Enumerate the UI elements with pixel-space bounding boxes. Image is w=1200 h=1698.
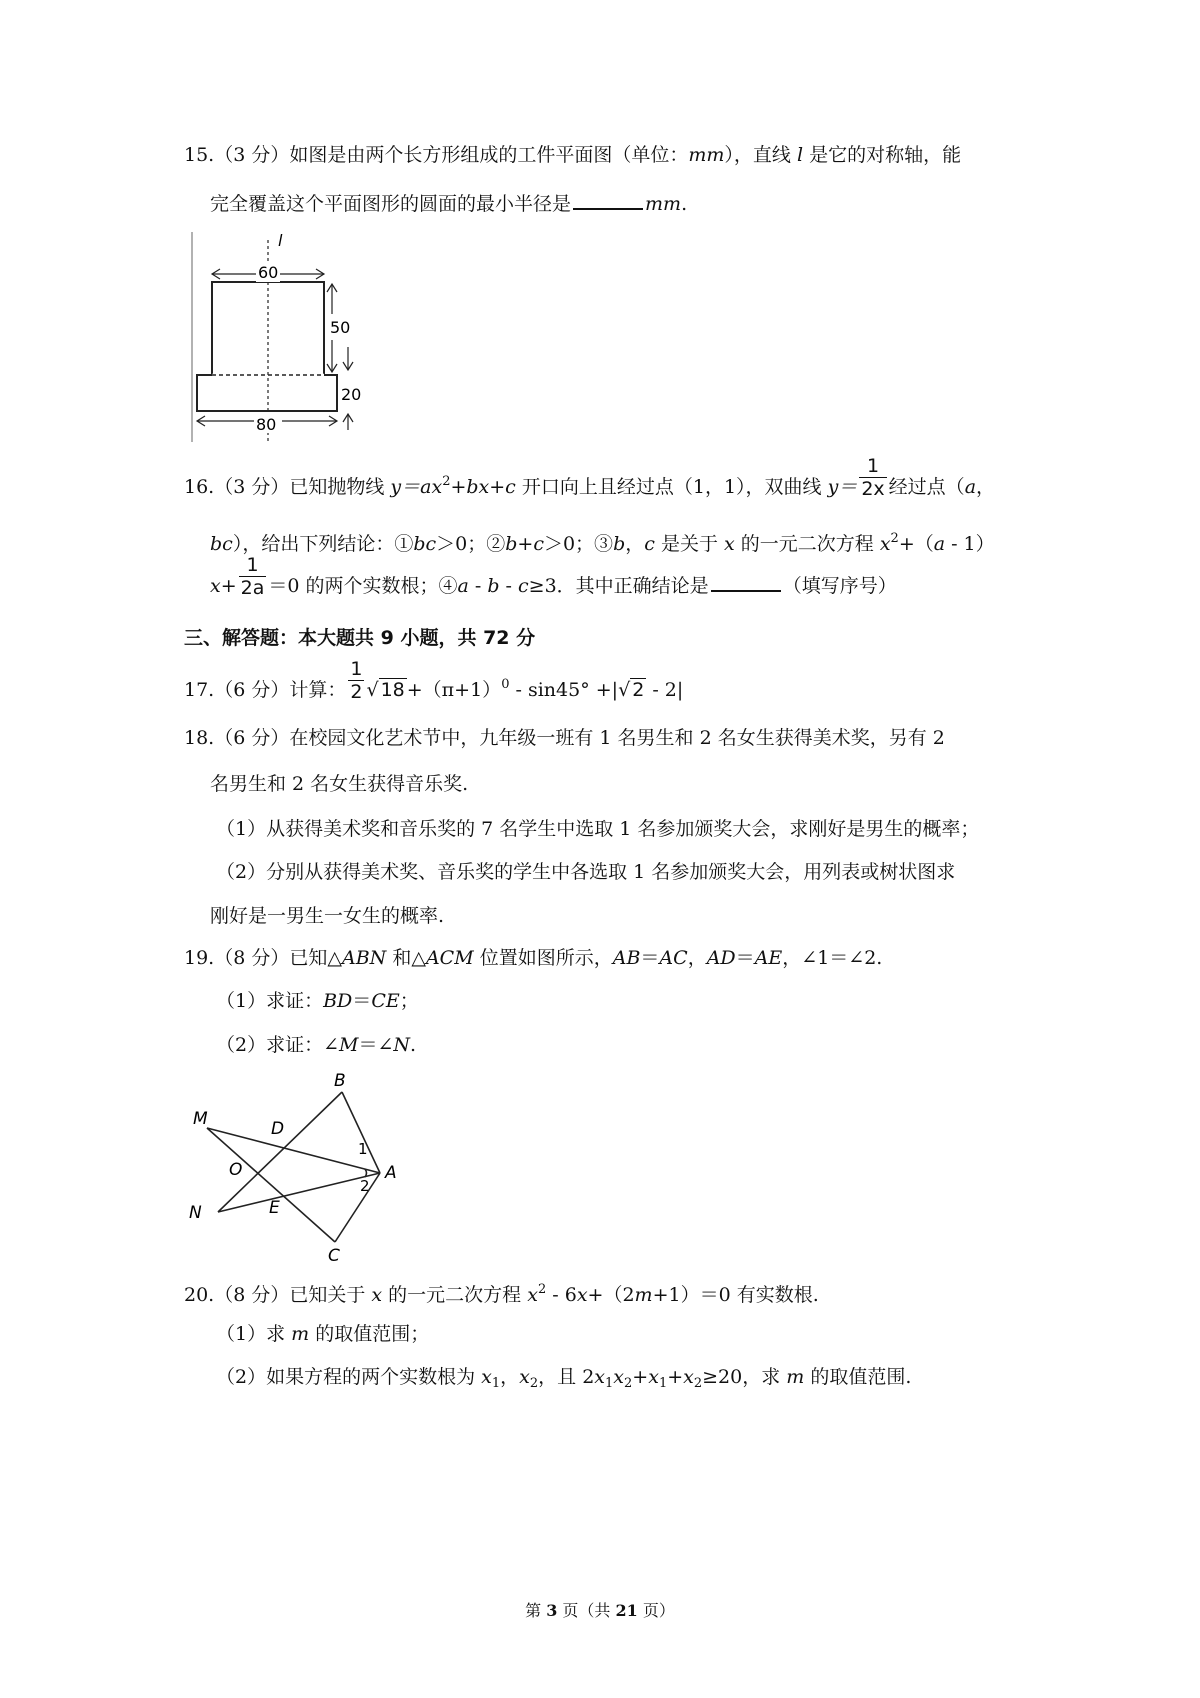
q15-line2-end: . [681, 193, 688, 215]
q20-x: x [371, 1284, 383, 1306]
q17-sqrt-2: √ 2 [618, 679, 645, 701]
q16-l3-f: c [518, 575, 529, 597]
q17-frac-den: 2 [350, 680, 363, 703]
q17-line [184, 657, 684, 703]
q16-sup2: 2 [442, 474, 451, 489]
q18-line1-text: 在校园文化艺术节中，九年级一班有 1 名男生和 2 名女生获得美术奖，另有 2 [289, 727, 945, 749]
q19-label-m: M [193, 1109, 208, 1129]
q16-l2-a2: a [933, 533, 946, 555]
q18-line-2: 名男生和 2 名女生获得音乐奖. [210, 773, 469, 795]
q16-t4: 经过点（ [888, 476, 965, 498]
q18-line-1 [184, 726, 945, 750]
q18-sub-1: （1）从获得美术奖和音乐奖的 7 名学生中选取 1 名参加颁奖大会，求刚好是男生的概率； [216, 818, 980, 840]
q17-sup0: 0 [501, 677, 510, 692]
q16-l2-b9: 的一元二次方程 [734, 533, 880, 555]
q17-sqrt1-value: 18 [380, 679, 405, 701]
q15-line2-unit: mm [645, 193, 682, 215]
q15-number: 15. [184, 144, 215, 166]
q17-number: 17. [184, 679, 215, 701]
q16-frac2-den: 2a [240, 576, 265, 599]
q16-l2-a: ），给出下列结论：① [232, 533, 414, 555]
section-3-heading: 三、解答题：本大题共 9 小题，共 72 分 [184, 627, 536, 649]
q16-l2-end2: - 1） [945, 533, 995, 555]
q20-t5: +1）＝0 有实数根. [652, 1284, 819, 1306]
q16-t4-a: a [964, 476, 977, 498]
q19-eq1: ＝ [640, 947, 660, 969]
q20-s2: 2 [529, 1376, 539, 1391]
q17-t3: - sin45° +| [509, 679, 619, 701]
q16-l2-b8: 是关于 [654, 533, 724, 555]
q19-score: （8 分） [214, 947, 290, 969]
q16-l2-b5: b [613, 533, 626, 555]
footer-page-number: 3 [546, 1601, 558, 1620]
q20-sup: 2 [537, 1282, 547, 1297]
q16-frac1-den: 2x [861, 477, 885, 500]
q19-label-n: N [189, 1203, 202, 1223]
q19-t1: 已知△ [289, 947, 342, 969]
q17-sqrt-18: √ 18 [366, 679, 405, 701]
q20-sub2-c: ≥20，求 [702, 1366, 787, 1388]
q19-ad: AD [706, 947, 736, 969]
q19-t3: 位置如图所示， [473, 947, 613, 969]
q20-sub-1 [216, 1322, 429, 1346]
q20-s1: 1 [491, 1376, 501, 1391]
q17-frac-num: 1 [350, 657, 363, 680]
q16-l2-b2: ＞0；② [436, 533, 506, 555]
q20-x1c: x [648, 1366, 659, 1388]
q20-t2: 的一元二次方程 [382, 1284, 528, 1306]
q19-sub1-b: BD [323, 990, 353, 1012]
q20-plus2: + [667, 1366, 684, 1388]
q20-c1: ， [500, 1366, 520, 1388]
footer-total-pages: 21 [615, 1601, 638, 1620]
q18-number: 18. [184, 727, 215, 749]
q16-l3-b: a [457, 575, 469, 597]
q16-l2-b1: bc [413, 533, 437, 555]
q15-answer-blank [573, 190, 643, 210]
q16-l2-b4: ＞0；③ [543, 533, 614, 555]
q19-sub2-a: （2）求证：∠ [216, 1034, 340, 1056]
q19-t4: ，∠1＝∠2. [782, 947, 883, 969]
q16-l3-a: ＝0 的两个实数根；④ [268, 575, 458, 597]
q19-ab: AB [612, 947, 641, 969]
q19-sub1-c: ＝ [352, 990, 372, 1012]
q20-x2: x [527, 1284, 538, 1306]
q16-y2: y＝ [827, 476, 858, 498]
q15-line-1 [184, 143, 961, 167]
q15-figure [190, 232, 390, 452]
q16-l2-bc: bc [210, 533, 233, 555]
q20-sub2-m: m [786, 1366, 805, 1388]
q20-t3: - 6 [546, 1284, 577, 1306]
q19-acm: ACM [425, 947, 474, 969]
q15-line2-text: 完全覆盖这个平面图形的圆面的最小半径是 [210, 193, 572, 215]
q19-sub-2 [216, 1033, 416, 1057]
q20-x2c: x [613, 1366, 625, 1388]
q16-l3-d: b [487, 575, 500, 597]
q20-s2c: 2 [624, 1376, 633, 1391]
q19-label-o: O [229, 1160, 243, 1180]
q15-figure-bottom-width: 80 [256, 415, 277, 434]
q20-s2d: 2 [693, 1376, 703, 1391]
q20-x1: x [481, 1366, 492, 1388]
q16-l3-plus: + [220, 575, 237, 597]
q16-line-2 [210, 527, 995, 556]
q16-l2-x2: x [879, 533, 891, 555]
q16-l2-x: x [724, 533, 735, 555]
q20-s1b: 1 [605, 1376, 614, 1391]
q19-label-a: A [385, 1163, 397, 1183]
q20-x3: x [576, 1284, 588, 1306]
q16-l2-b3: b+c [505, 533, 544, 555]
q20-sub-2 [216, 1365, 911, 1396]
q19-sub1-d: CE [371, 990, 400, 1012]
q17-t4: - 2| [646, 679, 684, 701]
q19-abn: ABN [341, 947, 387, 969]
footer-post: 页） [637, 1601, 675, 1620]
q17-score: （6 分） [214, 679, 290, 701]
q18-sub-2b: 刚好是一男生一女生的概率. [210, 905, 445, 927]
q20-score: （8 分） [214, 1284, 290, 1306]
q19-sub2-e: . [410, 1034, 417, 1056]
page-footer [0, 1598, 1200, 1621]
q19-ac: AC [659, 947, 688, 969]
q19-sub1-a: （1）求证： [216, 990, 324, 1012]
q15-text-a: 如图是由两个长方形组成的工件平面图（单位： [289, 144, 689, 166]
q19-comma1: ， [687, 947, 707, 969]
q19-label-c: C [328, 1246, 340, 1265]
q15-line-2 [210, 190, 687, 216]
q15-text-c: 是它的对称轴，能 [803, 144, 962, 166]
q17-sqrt2-value: 2 [632, 679, 645, 701]
q15-figure-top-width: 60 [258, 263, 279, 282]
footer-pre: 第 [525, 1601, 547, 1620]
q16-l2-b7: c [644, 533, 655, 555]
q17-t1: 计算： [289, 679, 347, 701]
q15-var-l: l [796, 144, 804, 166]
q16-l2-b6: ， [625, 533, 645, 555]
q20-s1c: 1 [658, 1376, 668, 1391]
q20-sub2-a: （2）如果方程的两个实数根为 [216, 1366, 482, 1388]
q20-plus: + [632, 1366, 649, 1388]
q20-m: m [634, 1284, 653, 1306]
q20-x1b: x [594, 1366, 606, 1388]
q16-l3-c: - [468, 575, 488, 597]
q16-line-3 [210, 553, 897, 599]
q16-frac2-num: 1 [239, 554, 267, 577]
q19-label-d: D [271, 1119, 285, 1139]
q19-number: 19. [184, 947, 215, 969]
q20-sub1-m: m [291, 1323, 310, 1345]
q15-unit: mm [688, 144, 725, 166]
q17-fraction [348, 658, 364, 703]
q16-number: 16. [184, 476, 215, 498]
q16-score: （3 分） [214, 476, 290, 498]
q20-sub1-b: 的取值范围； [309, 1323, 430, 1345]
q19-sub2-c: ＝∠ [358, 1034, 394, 1056]
q20-t4: +（2 [587, 1284, 635, 1306]
q19-sub2-b: M [339, 1034, 359, 1056]
q19-label-1: 1 [358, 1140, 368, 1158]
q16-answer-blank [711, 572, 781, 592]
q15-score: （3 分） [214, 144, 290, 166]
q20-sub2-d: 的取值范围. [804, 1366, 912, 1388]
q20-number: 20. [184, 1284, 215, 1306]
q20-t1: 已知关于 [289, 1284, 372, 1306]
q16-fraction-1 [859, 455, 886, 500]
q15-figure-top-height: 50 [330, 318, 351, 337]
q16-l2-sup: 2 [890, 531, 899, 546]
q16-t4-end: ， [976, 476, 996, 498]
q16-l3-h: （填写序号） [782, 575, 897, 597]
q19-ae: AE [754, 947, 783, 969]
q19-label-b: B [334, 1071, 346, 1091]
q16-t3: 开口向上且经过点（1，1），双曲线 [515, 476, 828, 498]
q20-x2b: x [519, 1366, 530, 1388]
q20-line-1 [184, 1278, 819, 1307]
q15-figure-label-l: l [278, 232, 283, 250]
q15-figure-bottom-height: 20 [341, 385, 362, 404]
q19-figure [185, 1070, 425, 1265]
q16-fraction-2 [239, 554, 267, 599]
q17-t2: +（π+1） [406, 679, 502, 701]
q19-sub-1 [216, 989, 419, 1013]
q19-label-e: E [269, 1198, 280, 1218]
q19-line-1 [184, 946, 882, 970]
q16-l2-end: +（ [898, 533, 934, 555]
q20-sub2-b: ，且 2 [538, 1366, 595, 1388]
q19-label-2: 2 [360, 1177, 370, 1195]
q16-l3-x: x [210, 575, 221, 597]
q18-sub-2a: （2）分别从获得美术奖、音乐奖的学生中各选取 1 名参加颁奖大会，用列表或树状图求 [216, 861, 956, 883]
q16-frac1-num: 1 [859, 455, 886, 478]
q19-sub1-e: ； [399, 990, 419, 1012]
q18-score: （6 分） [214, 727, 290, 749]
q16-y-eq: y＝ax [390, 476, 443, 498]
q19-t2: 和△ [386, 947, 426, 969]
q20-sub1-a: （1）求 [216, 1323, 292, 1345]
q19-sub2-d: N [393, 1034, 411, 1056]
q19-eq2: ＝ [735, 947, 755, 969]
q16-l3-e: - [499, 575, 519, 597]
footer-mid: 页（共 [557, 1601, 616, 1620]
q20-x2d: x [683, 1366, 694, 1388]
q16-l3-g: ≥3．其中正确结论是 [528, 575, 709, 597]
q16-t2: +bx+c [450, 476, 516, 498]
q15-text-b: ），直线 [724, 144, 797, 166]
q16-t1: 已知抛物线 [289, 476, 391, 498]
q16-line-1 [184, 454, 996, 500]
